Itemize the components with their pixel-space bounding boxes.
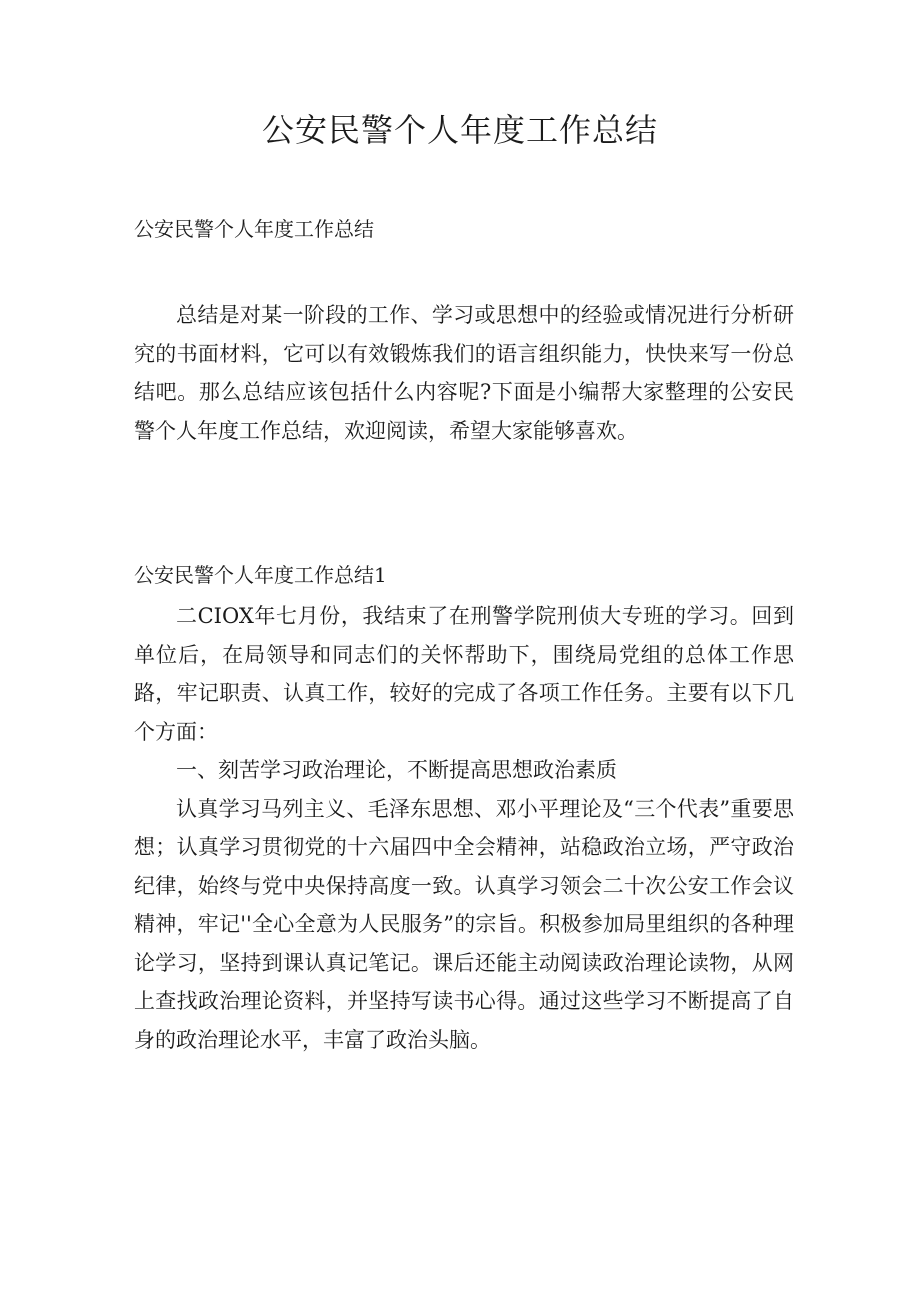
intro-paragraph: 总结是对某一阶段的工作、学习或思想中的经验或情况进行分析研究的书面材料，它可以有效锻炼我们的语言组织能力，快快来写一份总结吧。那么总结应该包括什么内容呢?下面是小编帮大家整理的公安民警个人年度工作总结，欢迎阅读，希望大家能够喜欢。 xyxy=(134,303,794,443)
body-block xyxy=(134,597,794,1059)
body-paragraph-1: 二CIOX年七月份，我结束了在刑警学院刑侦大专班的学习。回到单位后，在局领导和同志们的关怀帮助下，围绕局党组的总体工作思路，牢记职责、认真工作，较好的完成了各项工作任务。主要有以下几个方面： xyxy=(134,604,794,744)
body-paragraph-3: 认真学习马列主义、毛泽东思想、邓小平理论及“三个代表”重要思想；认真学习贯彻党的十六届四中全会精神，站稳政治立场，严守政治纪律，始终与党中央保持高度一致。认真学习领会二十次公安工作会议精神，牢记''全心全意为人民服务”的宗旨。积极参加局里组织的各种理论学习，坚持到课认真记笔记。课后还能主动阅读政治理论读物，从网上查找政治理论资料，并坚持写读书心得。通过这些学习不断提高了自身的政治理论水平，丰富了政治头脑。 xyxy=(134,796,794,1052)
document-subtitle: 公安民警个人年度工作总结 xyxy=(134,217,374,241)
document-title: 公安民警个人年度工作总结 xyxy=(261,111,658,149)
body-paragraph-2: 一、刻苦学习政治理论，不断提高思想政治素质 xyxy=(176,758,617,782)
intro-block xyxy=(134,296,794,450)
section-heading: 公安民警个人年度工作总结1 xyxy=(134,563,387,587)
